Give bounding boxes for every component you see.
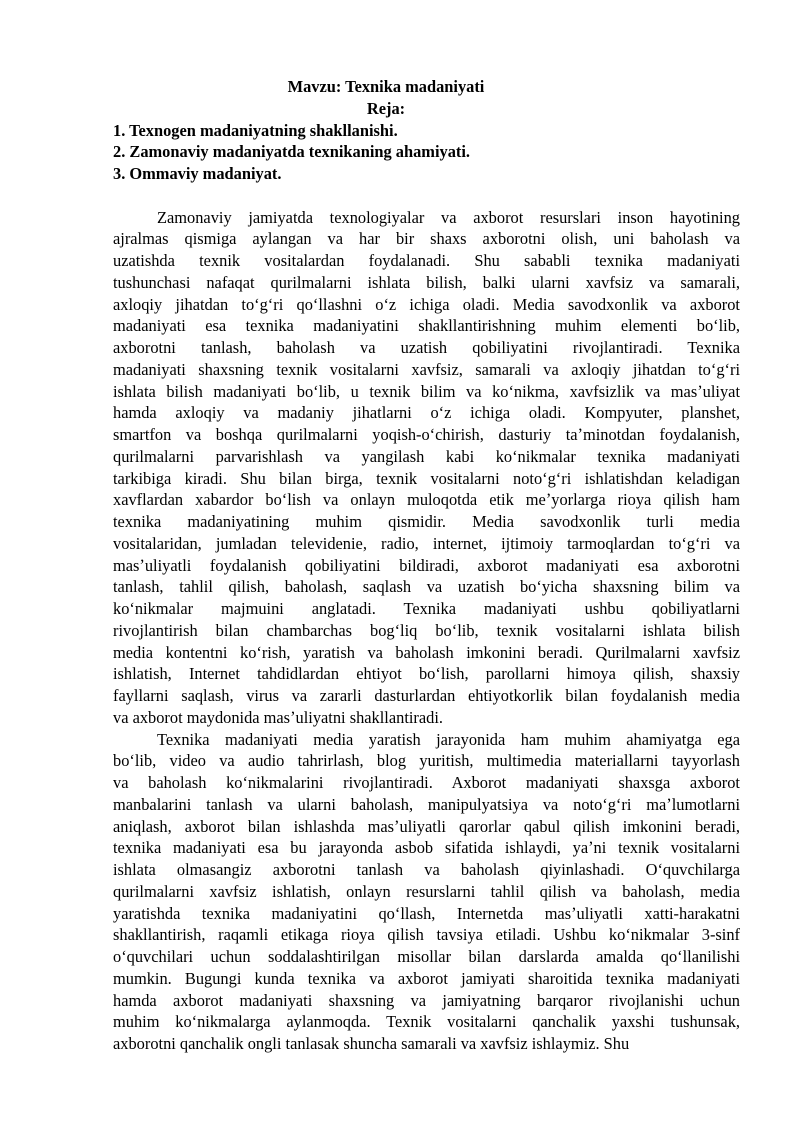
text-line: texnika madaniyati esa bu jarayonda asbob sifatida ishlaydi, yaʼni texnik vositalarni [113,838,740,858]
document-content [113,76,740,1055]
document-title: Mavzu: Texnika madaniyati [287,77,485,96]
text-line: manbalarini tanlash va ularni baholash, manipulyatsiya va notoʻgʻri maʼlumotlarni [113,794,740,814]
text-line: va baholash koʻnikmalarini rivojlantiradi. Axborot madaniyati shaxsga axborot [113,773,740,792]
plan-item-3: 3. Ommaviy madaniyat. [113,164,282,183]
text-line: media kontentni koʻrish, yaratish va baholash imkonini beradi. Qurilmalarni xavfsiz [113,642,740,662]
body-paragraph-2 [113,729,740,1055]
text-line: madaniyati shaxsning texnik vositalarni xavfsiz, samarali va axloqiy jihatdan toʻgʻri [113,359,740,379]
text-line: qurilmalarni xavfsiz ishlatish, onlayn resurslarni tahlil qilish va baholash, media [113,881,740,901]
text-line: ishlatish, Internet tahdidlardan ehtiyot boʻlish, parollarni himoya qilish, shaxsiy [113,664,740,684]
text-line: uzatishda texnik vositalardan foydalanadi. Shu sababli texnika madaniyati [113,251,740,270]
text-line: mumkin. Bugungi kunda texnika va axborot jamiyati sharoitida texnika madaniyati [113,968,740,988]
text-line: hamda axloqiy va madaniy jihatlarni oʻz ichiga oladi. Kompyuter, planshet, [113,403,740,423]
text-line: koʻnikmalar majmuini anglatadi. Texnika madaniyati ushbu qobiliyatlarni [113,599,740,618]
text-line: muhim koʻnikmalarga aylanmoqda. Texnik vositalarni qanchalik yaxshi tushunsak, [113,1012,740,1032]
text-line: ajralmas qismiga aylangan va har bir shaxs axborotni olish, uni baholash va [113,229,740,249]
text-line: tushunchasi nafaqat qurilmalarni ishlata bilish, balki ularni xavfsiz va samarali, [113,272,740,292]
text-line: hamda axborot madaniyati shaxsning va jamiyatning barqaror rivojlanishi uchun [113,990,740,1010]
plan-item-1: 1. Texnogen madaniyatning shakllanishi. [113,120,398,140]
text-line: oʻquvchilari uchun soddalashtirilgan misollar bilan darslarda amalda qoʻllanilishi [113,947,740,966]
text-line: axborotni qanchalik ongli tanlasak shuncha samarali va xavfsiz ishlaymiz. Shu [113,1034,630,1053]
text-line: Texnika madaniyati media yaratish jarayonida ham muhim ahamiyatga ega [157,729,740,749]
text-line: ishlata bilish madaniyati boʻlib, u texnik bilim va koʻnikma, xavfsizlik va masʼuliyat [113,381,740,401]
text-line: aniqlash, axborot bilan ishlashda masʼuliyatli qarorlar qabul qilish imkonini beradi, [113,816,740,836]
text-line: vositalaridan, jumladan televidenie, radio, internet, ijtimoiy tarmoqlardan toʻgʻri va [113,533,740,553]
text-line: axloqiy jihatdan toʻgʻri qoʻllashni oʻz ichiga oladi. Media savodxonlik va axborot [113,294,740,314]
text-line: va axborot maydonida masʼuliyatni shakllantiradi. [113,707,444,727]
body-paragraph-1 [113,207,740,729]
text-line: smartfon va boshqa qurilmalarni yoqish-oʻchirish, dasturiy taʼminotdan foydalanish, [113,425,740,444]
plan-heading: Reja: [366,98,406,118]
text-line: Zamonaviy jamiyatda texnologiyalar va axborot resurslari inson hayotining [157,207,740,227]
text-line: tanlash, tahlil qilish, baholash, saqlash va uzatish boʻyicha shaxsning bilim va [113,577,740,597]
text-line: yaratishda texnika madaniyatini qoʻllash, Internetda masʼuliyatli xatti-harakatni [113,903,740,923]
text-line: axborotni tanlash, baholash va uzatish qobiliyatini rivojlantiradi. Texnika [113,338,740,357]
plan-item-2: 2. Zamonaviy madaniyatda texnikaning ahamiyati. [113,142,471,162]
text-line: ishlata olmasangiz axborotni tanlash va baholash qiyinlashadi. Oʻquvchilarga [113,860,740,879]
text-line: madaniyati esa texnika madaniyatini shakllantirishning muhim elementi boʻlib, [113,316,740,336]
text-line: shakllantirish, raqamli etikaga rioya qilish tavsiya etiladi. Ushbu koʻnikmalar 3-sinf [113,925,740,945]
text-line: masʼuliyatli foydalanish qobiliyatini bildiradi, axborot madaniyati esa axborotni [113,555,740,575]
text-line: xavflardan xabardor boʻlish va onlayn muloqotda etik meʼyorlarga rioya qilish ham [113,490,740,510]
text-line: texnika madaniyatining muhim qismidir. Media savodxonlik turli media [113,512,740,531]
blank-line [113,185,740,207]
text-line: fayllarni saqlash, virus va zararli dasturlardan ehtiyotkorlik bilan foydalanish media [113,686,740,705]
text-line: tarkibiga kiradi. Shu bilan birga, texnik vositalarni notoʻgʻri ishlatishdan keladigan [113,468,740,488]
text-line: rivojlantirish bilan chambarchas bogʻliq boʻlib, texnik vositalarni ishlata bilish [113,620,740,640]
text-line: qurilmalarni parvarishlash va yangilash kabi koʻnikmalar texnika madaniyati [113,446,740,466]
text-line: boʻlib, video va audio tahrirlash, blog yuritish, multimedia materiallarni tayyorlash [113,751,740,771]
